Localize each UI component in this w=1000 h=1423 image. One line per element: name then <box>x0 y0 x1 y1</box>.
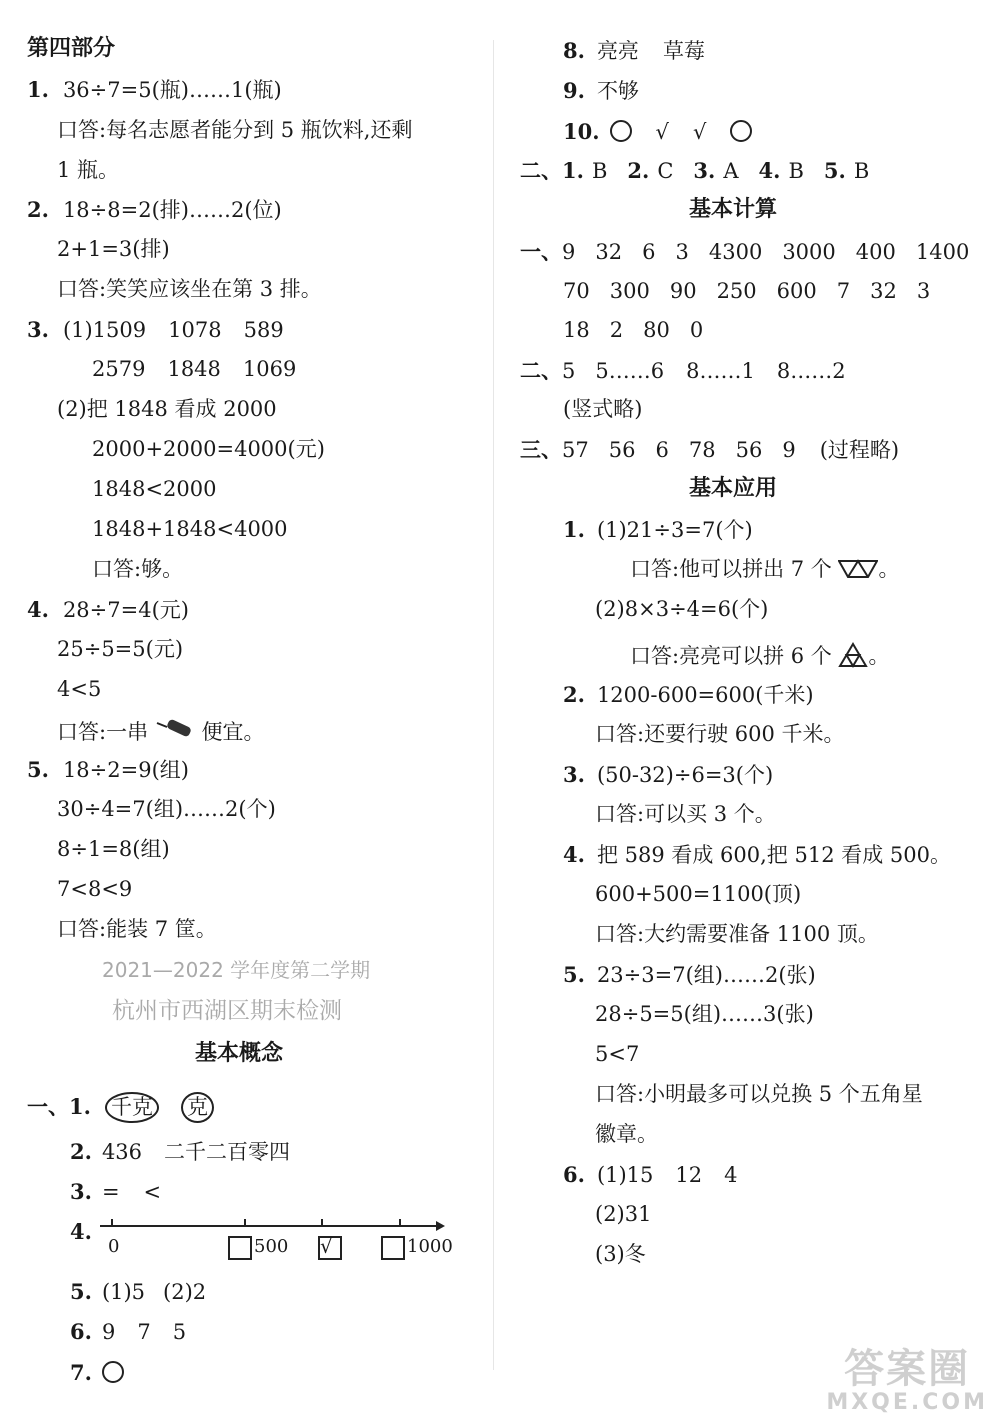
r10-number: 10. <box>563 119 600 144</box>
circled-kilogram: 千克 <box>105 1092 159 1123</box>
s1-q3-number: 3. <box>70 1179 92 1204</box>
s2-a1: B <box>591 159 608 183</box>
s2-n1: 1. <box>562 158 584 183</box>
app-4-eq2: 600+500=1100(顶) <box>595 882 802 906</box>
q5-line1 <box>27 759 189 781</box>
s1-q2-val: 436 <box>101 1140 143 1164</box>
calc-val: 70 <box>563 279 590 303</box>
calc-3-lead: 三、 <box>520 437 562 462</box>
app-2-answer: 口答:还要行驶 600 千米。 <box>595 722 845 746</box>
exam-term-header: 2021—2022 学年度第二学期 <box>102 958 371 982</box>
calc-val: 4300 <box>708 240 763 264</box>
calc-val: 56 <box>608 438 636 462</box>
calc-val: 3 <box>916 279 931 303</box>
r8-a: 亮亮 <box>596 39 639 63</box>
triangle-group-icon <box>838 642 868 668</box>
app-5-eq2: 28÷5=5(组)……3(张) <box>595 1002 814 1026</box>
q4-answer <box>57 719 264 743</box>
app-4-eq1: 把 589 看成 600,把 512 看成 500。 <box>596 843 951 867</box>
app-5-answer1: 口答:小明最多可以兑换 5 个五角星 <box>595 1082 923 1106</box>
s1-q2 <box>70 1141 290 1163</box>
s2-n3: 3. <box>693 158 716 183</box>
app-6-number: 6. <box>563 1162 585 1187</box>
calc-val: 78 <box>688 438 716 462</box>
calc-1-row3 <box>563 320 703 341</box>
app-1-part2: (2)8×3÷4=6(个) <box>595 597 769 621</box>
q3-val-3: 589 <box>243 318 284 342</box>
calc-val: 250 <box>716 279 757 303</box>
r8-b: 草莓 <box>662 39 705 63</box>
s1-q5 <box>70 1281 206 1303</box>
s2-n2: 2. <box>627 158 650 183</box>
app-5-eq3: 5<7 <box>595 1042 640 1066</box>
calc-val: 32 <box>870 279 897 303</box>
s1-q6-number: 6. <box>70 1319 92 1344</box>
calc-val: 57 <box>562 438 589 462</box>
q5-equation-1: 18÷2=9(组) <box>62 758 189 782</box>
app-2-line1 <box>563 684 814 706</box>
app-6-p3: (3)冬 <box>595 1242 646 1266</box>
section-basic-concept: 基本概念 <box>195 1041 284 1066</box>
app-1-answer2: 口答:亮亮可以拼 6 个 。 <box>630 644 890 668</box>
q5-number: 5. <box>27 757 49 782</box>
s2-a3: A <box>723 159 739 183</box>
calc-val: 2 <box>609 318 624 342</box>
calc-val: 8……2 <box>776 359 846 383</box>
r10 <box>563 120 752 143</box>
app-5-line1 <box>563 964 816 986</box>
s1-q3-a: = <box>101 1180 120 1204</box>
app-1-line1 <box>563 519 753 541</box>
q2-equation-2: 2+1=3(排) <box>57 237 170 261</box>
s2-choices <box>520 160 869 182</box>
calc-val: 6 <box>655 438 669 462</box>
circle-symbol <box>730 120 752 142</box>
s2-lead: 二、 <box>520 158 562 183</box>
calc-3 <box>520 439 899 461</box>
watermark <box>826 1347 988 1415</box>
section-basic-calc: 基本计算 <box>689 197 778 222</box>
part-title: 第四部分 <box>27 36 116 61</box>
q3-line2 <box>92 359 296 380</box>
s1-q6-a: 9 <box>101 1320 116 1344</box>
s2-a5: B <box>853 159 870 183</box>
calc-val: 5……6 <box>595 359 665 383</box>
calc-2-note: (竖式略) <box>563 397 643 421</box>
r9-number: 9. <box>563 78 585 103</box>
q3-val-5: 1848 <box>167 357 221 381</box>
app-3-eq: (50-32)÷6=3(个) <box>596 763 774 787</box>
s1-q1-number: 1. <box>69 1094 91 1119</box>
s1-q2-number: 2. <box>70 1139 92 1164</box>
app-6-p1c: 4 <box>724 1163 738 1187</box>
q3-val-6: 1069 <box>242 357 297 381</box>
calc-val: 3 <box>675 240 689 264</box>
q1-line1 <box>27 79 282 101</box>
calc-val: 56 <box>735 438 763 462</box>
app-4-answer: 口答:大约需要准备 1100 顶。 <box>595 922 879 946</box>
app-1-answer2-text: 口答:亮亮可以拼 6 个 <box>630 644 832 668</box>
q5-equation-4: 7<8<9 <box>57 877 133 901</box>
app-2-number: 2. <box>563 682 585 707</box>
s1-q6-b: 7 <box>137 1320 151 1344</box>
calc-val: 400 <box>855 240 896 264</box>
app-1-number: 1. <box>563 517 585 542</box>
app-5-eq1: 23÷3=7(组)……2(张) <box>596 963 816 987</box>
s1-q6-c: 5 <box>172 1320 187 1344</box>
calc-val: 80 <box>643 318 670 342</box>
q3-val-2: 1078 <box>168 318 222 342</box>
calc-val: 18 <box>563 318 590 342</box>
app-5-answer2: 徽章。 <box>595 1122 658 1146</box>
q4-equation-3: 4<5 <box>57 677 102 701</box>
q5-answer: 口答:能装 7 筐。 <box>57 917 217 941</box>
app-1-eq1: (1)21÷3=7(个) <box>596 518 753 542</box>
q5-equation-2: 30÷4=7(组)……2(个) <box>57 797 276 821</box>
q1-number: 1. <box>27 77 49 102</box>
app-4-line1 <box>563 844 951 866</box>
app-1-answer1: 口答:他可以拼出 7 个 。 <box>630 557 900 581</box>
s1-q5-b: (2)2 <box>163 1280 207 1304</box>
tick-1000: 1000 <box>407 1236 453 1257</box>
calc-val: 9 <box>562 240 576 264</box>
calc-val: 0 <box>689 318 704 342</box>
q3-val-4: 2579 <box>92 357 146 381</box>
s1-q1 <box>27 1092 214 1123</box>
q4-equation-1: 28÷7=4(元) <box>62 598 189 622</box>
s1-q6 <box>70 1321 186 1343</box>
s1-lead: 一、 <box>27 1094 69 1119</box>
number-line <box>100 1215 445 1237</box>
calc-val: 9 <box>782 438 796 462</box>
q3-part2: (2)把 1848 看成 2000 <box>57 397 277 421</box>
circle-symbol <box>102 1361 124 1383</box>
q1-answer-2: 1 瓶。 <box>57 158 120 182</box>
r8 <box>563 40 705 62</box>
s1-q3 <box>70 1181 161 1203</box>
s1-q3-b: < <box>143 1180 162 1204</box>
tick-500: 500 <box>254 1236 289 1257</box>
calc-val: 7 <box>836 279 851 303</box>
app-3-number: 3. <box>563 762 585 787</box>
q4-number: 4. <box>27 597 49 622</box>
q3-step-3: 1848+1848<4000 <box>92 517 288 541</box>
app-3-answer: 口答:可以买 3 个。 <box>595 802 776 826</box>
r10-check-1: √ <box>655 120 669 144</box>
calc-val: 1400 <box>915 240 970 264</box>
s2-a4: B <box>788 159 804 183</box>
s1-q5-a: (1)5 <box>101 1280 146 1304</box>
r9 <box>563 80 639 102</box>
calc-val: 32 <box>595 240 623 264</box>
s1-q2-words: 二千二百零四 <box>164 1140 291 1164</box>
app-4-number: 4. <box>563 842 585 867</box>
q3-step-1: 2000+2000=4000(元) <box>92 437 325 461</box>
q3-step-2: 1848<2000 <box>92 477 217 501</box>
q3-number: 3. <box>27 317 49 342</box>
calc-val: 90 <box>669 279 697 303</box>
calc-1-lead: 一、 <box>520 239 562 264</box>
s1-q7 <box>70 1361 124 1384</box>
check-mark: √ <box>320 1234 333 1258</box>
calc-val: 5 <box>562 359 576 383</box>
q5-equation-3: 8÷1=8(组) <box>57 837 170 861</box>
app-2-eq: 1200-600=600(千米) <box>596 683 814 707</box>
circle-symbol <box>610 120 632 142</box>
calc-val: 8……1 <box>686 359 755 383</box>
q4-answer-start: 口答:一串 <box>57 720 149 744</box>
calc-1-row2 <box>563 281 930 302</box>
s1-q4-number: 4. <box>70 1219 92 1244</box>
q2-answer: 口答:笑笑应该坐在第 3 排。 <box>57 277 322 301</box>
app-6-p2: (2)31 <box>595 1202 652 1226</box>
calc-val: 600 <box>776 279 817 303</box>
q4-equation-2: 25÷5=5(元) <box>57 637 184 661</box>
q3-val-1: (1)1509 <box>62 318 147 342</box>
q1-equation: 36÷7=5(瓶)……1(瓶) <box>62 78 282 102</box>
trapezoid-triangles-icon <box>838 559 878 579</box>
app-6-p1b: 12 <box>675 1163 703 1187</box>
app-3-line1 <box>563 764 773 786</box>
app-1-answer1-text: 口答:他可以拼出 7 个 <box>630 557 832 581</box>
answer-box-1 <box>228 1236 252 1260</box>
r10-check-2: √ <box>692 120 707 144</box>
s1-q7-number: 7. <box>70 1360 92 1385</box>
calc-val: 300 <box>609 279 650 303</box>
column-divider <box>493 40 494 1370</box>
watermark-logo-text: 答案圈 <box>844 1345 971 1392</box>
r8-number: 8. <box>563 38 585 63</box>
r9-a: 不够 <box>596 79 639 103</box>
calc-val: 3000 <box>782 240 836 264</box>
circled-gram: 克 <box>181 1092 214 1123</box>
q2-number: 2. <box>27 197 49 222</box>
calc-2-lead: 二、 <box>520 358 562 383</box>
calc-2 <box>520 360 846 382</box>
tick-zero: 0 <box>108 1236 120 1257</box>
watermark-url: MXQE.COM <box>826 1389 988 1415</box>
app-6-p1: (1)15 <box>596 1163 654 1187</box>
exam-name-header: 杭州市西湖区期末检测 <box>112 998 342 1024</box>
calc-val: 6 <box>642 240 656 264</box>
calc-1-row1 <box>520 241 969 263</box>
q3-line1 <box>27 319 284 341</box>
q4-line1 <box>27 599 189 621</box>
section-basic-application: 基本应用 <box>689 476 778 501</box>
s2-a2: C <box>657 159 674 183</box>
calc-3-note: (过程略) <box>819 438 900 462</box>
app-6-line1 <box>563 1164 738 1186</box>
q3-answer: 口答:够。 <box>92 557 184 581</box>
q2-line1 <box>27 199 282 221</box>
q4-answer-end: 便宜。 <box>201 720 265 744</box>
q1-answer-1: 口答:每名志愿者能分到 5 瓶饮料,还剩 <box>57 118 413 142</box>
q2-equation-1: 18÷8=2(排)……2(位) <box>62 198 282 222</box>
s2-n5: 5. <box>823 158 846 183</box>
s1-q5-number: 5. <box>70 1279 92 1304</box>
sugar-stick-icon <box>155 719 195 743</box>
s2-n4: 4. <box>758 158 781 183</box>
answer-box-3 <box>381 1236 405 1260</box>
app-5-number: 5. <box>563 962 585 987</box>
